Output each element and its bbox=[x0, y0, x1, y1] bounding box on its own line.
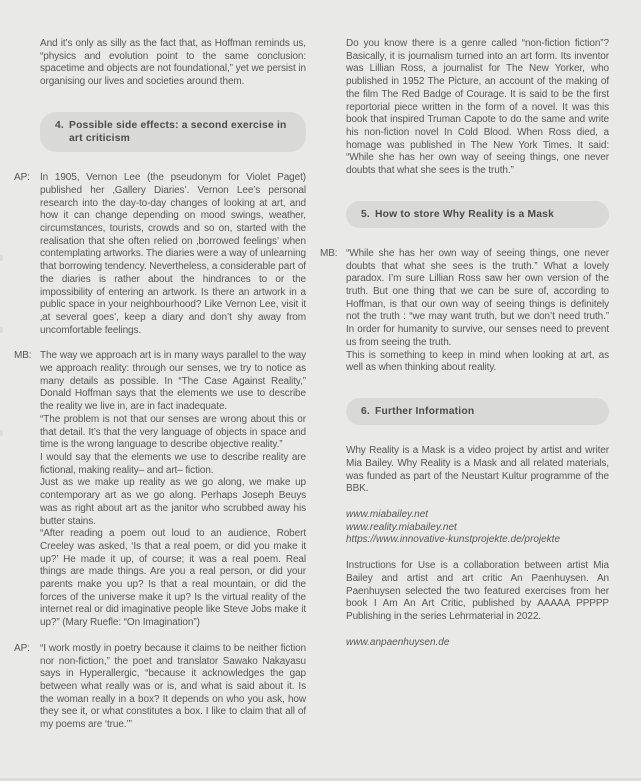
scan-edge-mark bbox=[0, 327, 3, 333]
speaker-label bbox=[320, 509, 346, 547]
paragraph-text bbox=[346, 445, 609, 496]
paragraph-text bbox=[40, 172, 306, 337]
paragraph-text bbox=[40, 350, 306, 629]
paragraph-line: “The problem is not that our senses are wrong about this or that detail. It’s that the very language of objects in space and time is the wrong language to describe objective reality.” bbox=[40, 413, 306, 451]
url-text: www.miabailey.net bbox=[346, 508, 429, 520]
paragraph-block bbox=[320, 445, 609, 496]
paragraph-block bbox=[14, 172, 306, 337]
speaker-label bbox=[320, 560, 346, 624]
paragraph-text bbox=[40, 643, 306, 732]
paragraph-line: Instructions for Use is a collaboration between artist Mia Bailey and artist and art critic An Paenhuysen. An Paenhuysen selected the two featured exercises from her book I Am An Art Critic, published by AAAAA PPPPP Publishing in the series Lehrmaterial in 2022. bbox=[346, 560, 609, 622]
section-title: How to store Why Reality is a Mask bbox=[375, 208, 555, 220]
url-text: www.anpaenhuysen.de bbox=[346, 636, 450, 648]
paragraph-line: “I work mostly in poetry because it claims to be neither fiction nor non-fiction,” the poet and translator Sawako Nakayasu says in Hyperallergic, “because it acknowledges the gap between what really was or is, and what is said about it. Is the woman really in a box? It depends on who you ask, how they see it, or what constitutes a box. I like to claim that all of my poems are ‘true.’” bbox=[40, 642, 306, 731]
url-list bbox=[346, 637, 609, 650]
section-number: 4. bbox=[55, 119, 64, 131]
speaker-label bbox=[320, 38, 346, 178]
paragraph-block bbox=[14, 643, 306, 732]
paragraph-line: The way we approach art is in many ways parallel to the way we approach reality: through our senses, we try to notice as many details as possible. In “The Case Against Reality,” Donald Hoffman says that the elements we use to describe the reality we live in, are in fact inadequate. bbox=[40, 350, 306, 413]
speaker-label: AP: bbox=[14, 172, 30, 184]
section-header bbox=[346, 201, 609, 228]
paragraph-block bbox=[320, 560, 609, 624]
paragraph-text bbox=[346, 560, 609, 624]
url-text: www.reality.miabailey.net bbox=[346, 521, 457, 533]
paragraph-block bbox=[320, 509, 609, 547]
paragraph-line: In 1905, Vernon Lee (the pseudonym for Violet Paget) published her ‚Gallery Diaries’. Vernon Lee’s personal research into the day-to-day changes of looking at art, and how it can change depending on mood swings, weather, circumstances, tourists, crowds and so on, started with the realisation that she often relied on ‚borrowed feelings’ when contemplating artworks. The diaries were a way of unlearning that borrowing tendency. Nevertheless, a considerable part of the diaries is rather about the hindrances to or the impossibility of entering an artwork. Is there an artwork in a public space in your neighbourhood? Like Vernon Lee, visit it ‚at several goes’, keep a diary and don’t shy away from uncomfortable feelings. bbox=[40, 172, 306, 336]
paragraph-block bbox=[320, 637, 609, 650]
section-header bbox=[40, 112, 306, 152]
url-text: https://www.innovative-kunstprojekte.de/projekte bbox=[346, 534, 560, 546]
paragraph-line: Do you know there is a genre called “non-fiction fiction”? Basically, it is journalism turned into an art form. Its inventor was Lillian Ross, a journalist for The New Yorker, who published in 1952 The Picture, an account of the making of the film The Red Badge of Courage. It is said to be the first reportorial piece written in the form of a novel. It was this book that inspired Truman Capote to do the same and write his non-fiction novel In Cold Blood. When Ross died, a homage was published in The New York Times. It said: “While she has her own way of seeing things, one never doubts that what she sees is the truth.” bbox=[346, 38, 609, 177]
section-header bbox=[346, 398, 609, 425]
paragraph-line: I would say that the elements we use to describe reality are fictional, making reality– and art– fiction. bbox=[40, 451, 306, 476]
speaker-label: AP: bbox=[14, 642, 30, 654]
speaker-label bbox=[320, 637, 346, 650]
section-number: 6. bbox=[361, 405, 370, 417]
paragraph-line: Just as we make up reality as we go along, we make up contemporary art as we go along. Perhaps Joseph Beuys was as right about art as the janitor who scrubbed away his butter stains. bbox=[40, 477, 306, 527]
scan-edge-mark bbox=[0, 255, 3, 261]
paragraph-block bbox=[14, 38, 306, 89]
section-title: Possible side effects: a second exercise in art criticism bbox=[69, 119, 287, 145]
paragraph-line: This is something to keep in mind when looking at art, as well as when thinking about reality. bbox=[346, 349, 609, 374]
speaker-label: MB: bbox=[14, 350, 32, 362]
paragraph-text bbox=[346, 248, 609, 375]
url-list bbox=[346, 509, 609, 547]
paragraph-line: “While she has her own way of seeing things, one never doubts that what she sees is the truth.” What a lovely paradox. I’m sure Lillian Ross saw her own version of the truth. But one thing that we can be sure of, according to Hoffman, is that our own way of seeing things is definitely not the truth : “we may want truth, but we don’t need truth.” In order for humanity to survive, our senses need to prevent us from seeing the truth. bbox=[346, 247, 609, 348]
left-column bbox=[14, 38, 306, 745]
speaker-label bbox=[320, 445, 346, 496]
paragraph-block bbox=[320, 248, 609, 375]
section-title: Further Information bbox=[375, 405, 475, 417]
paragraph-text bbox=[346, 38, 609, 178]
speaker-label: MB: bbox=[320, 247, 338, 259]
paragraph-line: And it’s only as silly as the fact that, as Hoffman reminds us, “physics and evolution point to the same conclusion: spacetime and objects are not foundational,” yet we persist in organising our lives and societies around them. bbox=[40, 38, 306, 88]
paragraph-line: Why Reality is a Mask is a video project by artist and writer Mia Bailey. Why Reality is a Mask and all related materials, was funded as part of the Neustart Kultur programme of the BBK. bbox=[346, 445, 609, 495]
paragraph-block bbox=[14, 350, 306, 629]
scan-edge-mark bbox=[0, 430, 3, 436]
speaker-label bbox=[14, 38, 40, 89]
paragraph-block bbox=[320, 38, 609, 178]
paragraph-text bbox=[40, 38, 306, 89]
paragraph-line: “After reading a poem out loud to an audience, Robert Creeley was asked, ‘Is that a real poem, or did you make it up?’ He made it up, of course; it was a real poem. Real things are made things. Are you a real person, or did your parents make you up? Is that a real mountain, or did the forces of the universe make it up? Is the virtual reality of the internet real or did imaginative people like Steve Jobs make it up?” (Mary Ruefle: “On Imagination”) bbox=[40, 528, 306, 629]
right-column bbox=[320, 38, 609, 662]
section-number: 5. bbox=[361, 208, 370, 220]
